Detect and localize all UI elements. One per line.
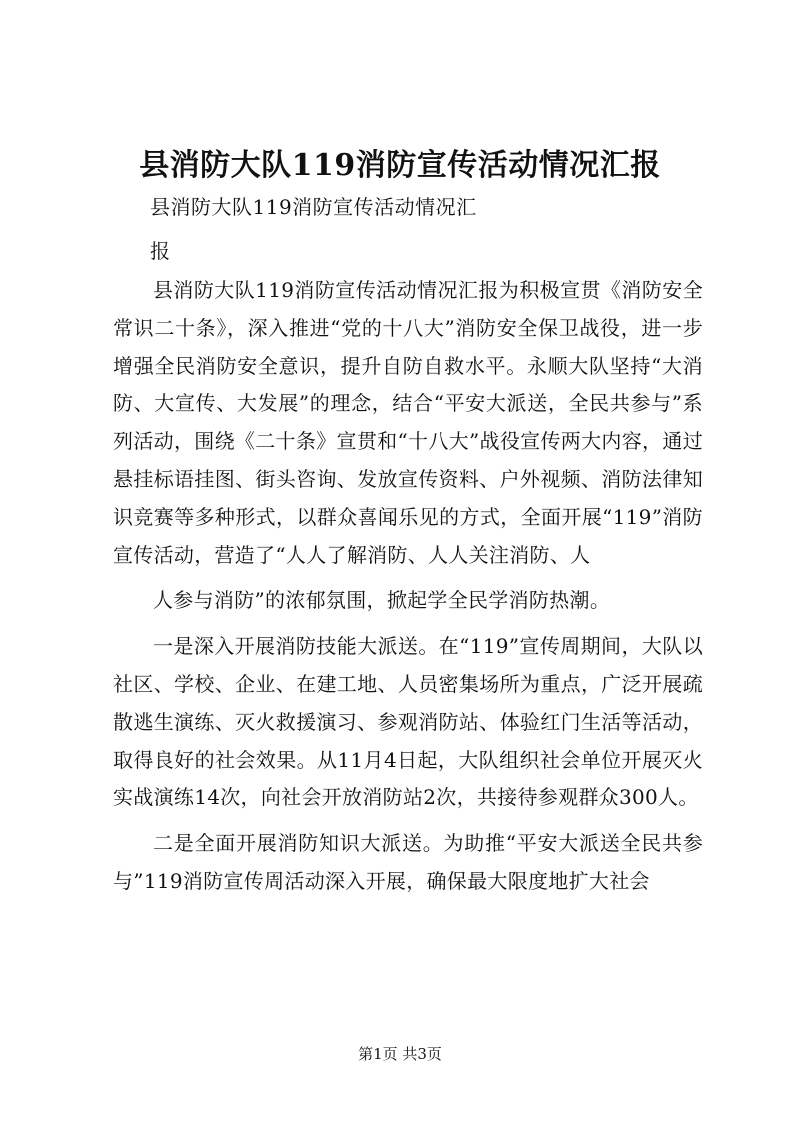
document-subtitle-line1: 县消防大队119消防宣传活动情况汇 xyxy=(150,195,477,219)
document-title: 县消防大队119消防宣传活动情况汇报 xyxy=(139,148,661,183)
body-paragraph-1: 县消防大队119消防宣传活动情况汇报为积极宣贯《消防安全常识二十条》，深入推进“党的十八大”消防安全保卫战役，进一步增强全民消防安全意识，提升自防自救水平。永顺大队坚持“大消防、大宣传、大发展”的理念，结合“平安大派送，全民共参与”系列活动，围绕《二十条》宣贯和“十八大”战役宣传两大内容，通过悬挂标语挂图、街头咨询、发放宣传资料、户外视频、消防法律知识竞赛等多种形式，以群众喜闻乐见的方式，全面开展“119”消防宣传活动，营造了“人人了解消防、人人关注消防、人 xyxy=(113,278,703,567)
document-body xyxy=(113,272,703,901)
body-paragraph-4: 二是全面开展消防知识大派送。为助推“平安大派送全民共参与”119消防宣传周活动深入开展，确保最大限度地扩大社会 xyxy=(113,831,703,893)
page-footer: 第1页 共3页 xyxy=(358,1045,442,1063)
body-paragraph-3: 一是深入开展消防技能大派送。在“119”宣传周期间，大队以社区、学校、企业、在建工地、人员密集场所为重点，广泛开展疏散逃生演练、灭火救援演习、参观消防站、体验红门生活等活动，取得良好的社会效果。从11月4日起，大队组织社会单位开展灭火实战演练14次，向社会开放消防站2次，共接待参观群众300人。 xyxy=(113,634,703,810)
body-paragraph-2: 人参与消防”的浓郁氛围，掀起学全民学消防热潮。 xyxy=(153,588,611,613)
document-subtitle-line2: 报 xyxy=(150,239,171,263)
